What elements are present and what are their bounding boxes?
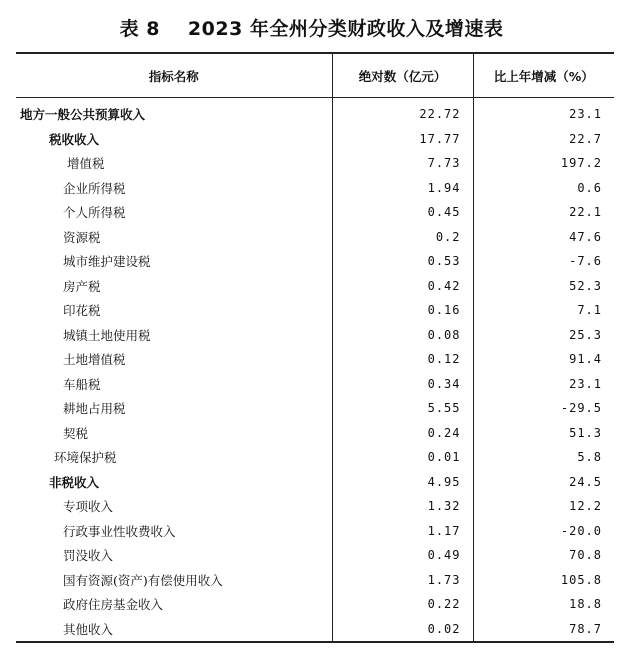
row-value: 4.95 [332,470,473,495]
table-row [16,445,614,470]
row-growth: 78.7 [473,617,614,643]
table-row [16,249,614,274]
row-value: 0.16 [332,298,473,323]
row-value: 0.12 [332,347,473,372]
row-value: 1.32 [332,494,473,519]
row-name: 政府住房基金收入 [63,597,164,613]
row-growth: -20.0 [473,519,614,544]
table-row [16,421,614,446]
row-name: 房产税 [63,278,101,294]
table-row [16,151,614,176]
row-name: 专项收入 [63,499,114,515]
row-name: 城市维护建设税 [63,254,151,270]
row-value: 0.42 [332,274,473,299]
row-value: 1.94 [332,176,473,201]
table-row [16,568,614,593]
row-name: 车船税 [63,376,101,392]
row-growth: 197.2 [473,151,614,176]
header-yoy-change: 比上年增减（%） [473,53,614,98]
row-growth: 52.3 [473,274,614,299]
revenue-table [16,52,614,643]
row-growth: 105.8 [473,568,614,593]
row-name: 其他收入 [16,617,332,643]
row-growth: 23.1 [473,372,614,397]
row-value: 0.24 [332,421,473,446]
row-name: 地方一般公共预算收入 [20,107,146,123]
row-growth: 5.8 [473,445,614,470]
row-name: 罚没收入 [63,548,114,564]
table-row [16,176,614,201]
table-row [16,543,614,568]
row-name: 行政事业性收费收入 [63,523,176,539]
table-row [16,225,614,250]
table-row [16,323,614,348]
row-name: 城镇土地使用税 [63,327,151,343]
row-value: 22.72 [332,98,473,127]
row-value: 1.73 [332,568,473,593]
row-value: 0.08 [332,323,473,348]
row-value: 0.45 [332,200,473,225]
row-name: 国有资源(资产)有偿使用收入 [63,572,223,588]
row-name: 个人所得税 [63,205,126,221]
table-row [16,98,614,127]
row-name: 资源税 [63,229,101,245]
row-growth: 23.1 [473,98,614,127]
table-title-text: 2023 年全州分类财政收入及增速表 [187,18,504,40]
row-value: 0.2 [332,225,473,250]
row-value: 0.53 [332,249,473,274]
row-growth: 22.1 [473,200,614,225]
row-value: 0.01 [332,445,473,470]
table-row [16,617,614,643]
table-number: 表 8 [119,18,160,40]
row-value: 0.34 [332,372,473,397]
row-name: 环境保护税 [54,450,117,466]
row-name: 契税 [63,425,89,441]
header-absolute-value: 绝对数（亿元） [332,53,473,98]
row-value: 0.22 [332,592,473,617]
row-growth: 7.1 [473,298,614,323]
row-growth: 18.8 [473,592,614,617]
row-name: 企业所得税 [63,180,126,196]
table-row [16,494,614,519]
row-growth: 22.7 [473,127,614,152]
row-growth: 0.6 [473,176,614,201]
table-row [16,470,614,495]
row-growth: 24.5 [473,470,614,495]
table-row [16,396,614,421]
row-name: 土地增值税 [63,352,126,368]
table-row [16,519,614,544]
header-indicator-name: 指标名称 [16,53,332,98]
row-growth: 51.3 [473,421,614,446]
row-growth: 12.2 [473,494,614,519]
row-name: 非税收入 [49,474,100,490]
row-growth: 91.4 [473,347,614,372]
row-value: 17.77 [332,127,473,152]
row-name: 耕地占用税 [63,401,126,417]
table-row [16,200,614,225]
row-name: 增值税 [67,156,105,172]
table-row [16,298,614,323]
row-value: 0.02 [332,617,473,643]
row-growth: 25.3 [473,323,614,348]
table-row [16,347,614,372]
row-growth: 47.6 [473,225,614,250]
row-name: 税收收入 [49,131,100,147]
row-growth: 70.8 [473,543,614,568]
header-row [16,53,614,98]
table-row [16,592,614,617]
row-growth: -7.6 [473,249,614,274]
table-row [16,372,614,397]
row-growth: -29.5 [473,396,614,421]
table-row [16,127,614,152]
row-name: 印花税 [63,303,101,319]
row-value: 7.73 [332,151,473,176]
row-value: 0.49 [332,543,473,568]
row-value: 5.55 [332,396,473,421]
row-value: 1.17 [332,519,473,544]
table-title [0,14,623,41]
table-row [16,274,614,299]
